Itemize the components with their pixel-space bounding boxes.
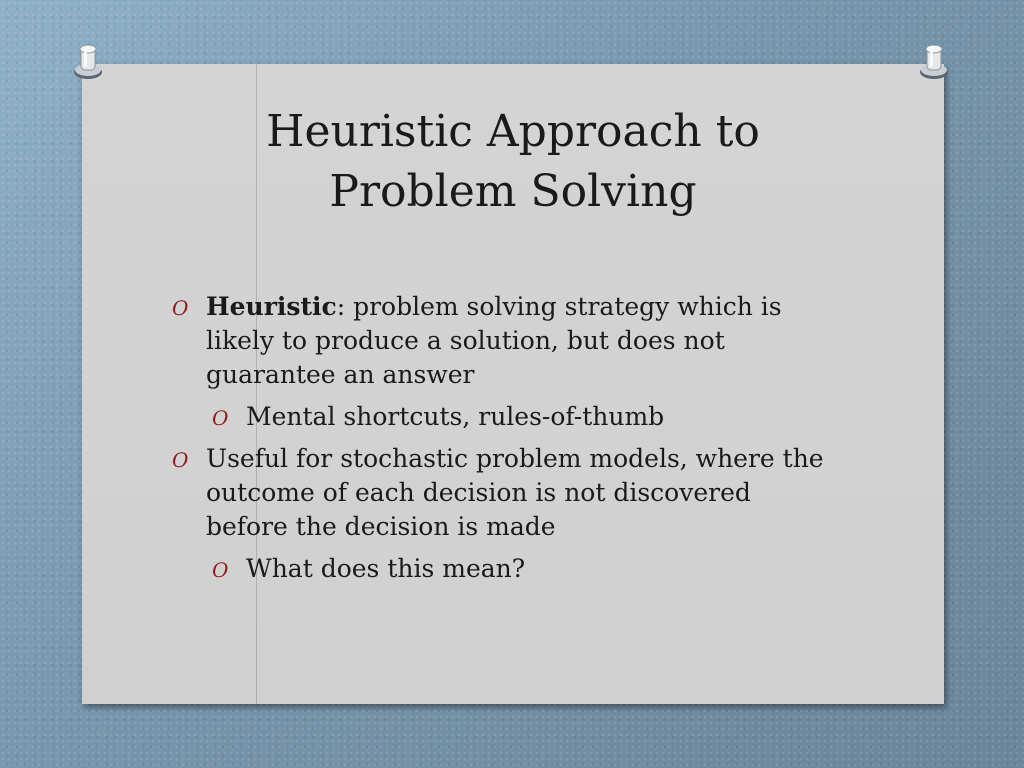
bullet-text: : problem solving strategy which is likely to produce a solution, but does not guarantee an answer [206, 292, 782, 389]
pushpin-icon [70, 42, 106, 82]
bullet-marker: O [172, 296, 189, 320]
slide-title [82, 102, 944, 222]
bullet-item [172, 442, 832, 544]
pushpin-icon [916, 42, 952, 82]
slide-card [82, 64, 944, 704]
bullet-text: What does this mean? [246, 554, 526, 583]
sub-bullet-item [172, 552, 832, 586]
sub-bullet-item [172, 400, 832, 434]
bullet-marker: O [212, 406, 229, 430]
bullet-term: Heuristic [206, 292, 337, 321]
bullet-list [172, 290, 832, 594]
bullet-text: Useful for stochastic problem models, where the outcome of each decision is not discovered before the decision is made [206, 444, 824, 541]
bullet-item [172, 290, 832, 392]
bullet-marker: O [172, 448, 189, 472]
bullet-text: Mental shortcuts, rules-of-thumb [246, 402, 665, 431]
title-line-2: Problem Solving [329, 166, 697, 217]
bullet-marker: O [212, 558, 229, 582]
title-line-1: Heuristic Approach to [266, 106, 760, 157]
